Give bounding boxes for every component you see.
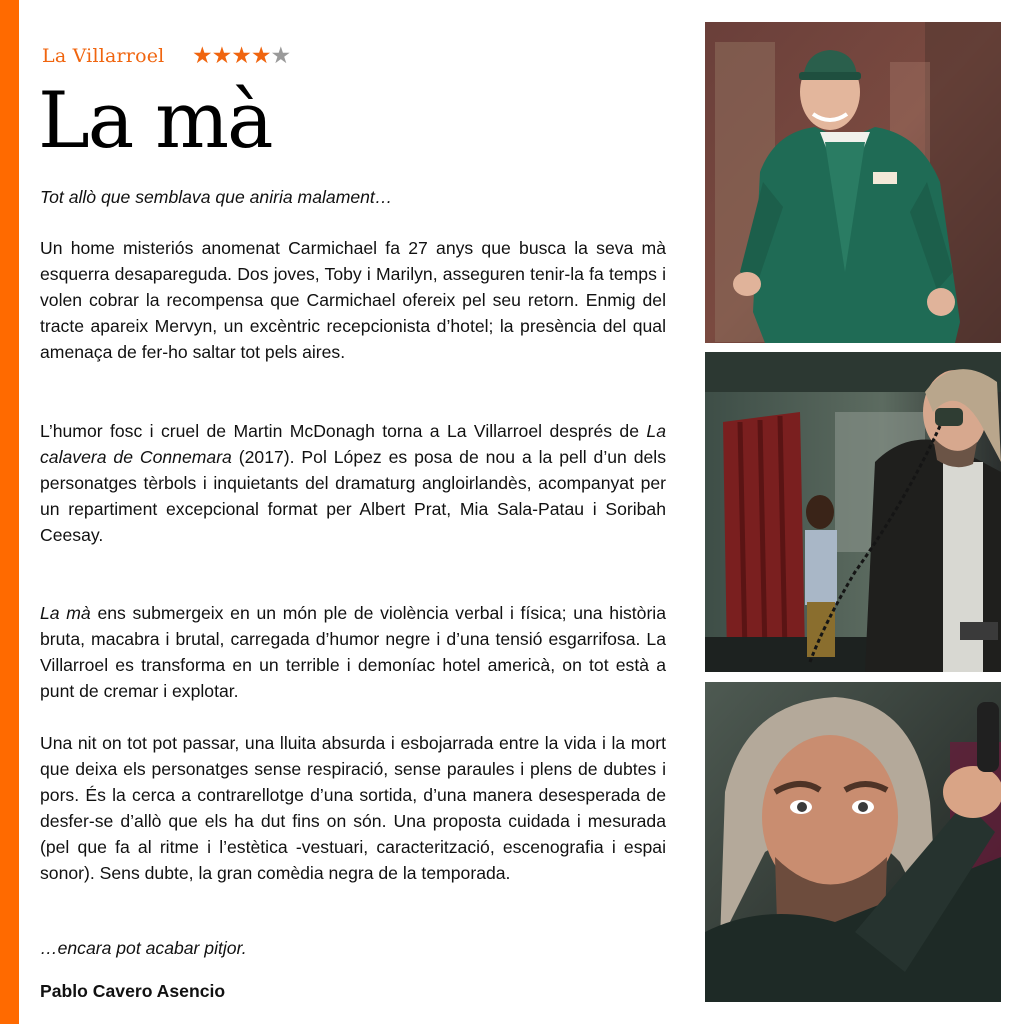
- paragraph-text: (2017). Pol López es posa de nou a la pell d’un dels personatges tèrbols i inquietants del dramaturg angloirlandès, acompanyat per un repartiment excepcional format per Albert Prat, Mia Sala-Patau i Soribah Ceesay.: [40, 447, 667, 545]
- photo-pointing-closeup: [705, 682, 1001, 1002]
- paragraph-synopsis: Un home misteriós anomenat Carmichael fa 27 anys que busca la seva mà esquerra desapareguda. Dos joves, Toby i Marilyn, asseguren tenir-la fa temps i volen cobrar la recompensa que Carmichael ofereix pel seu retorn. Enmig del tracte apareix Mervyn, un excèntric recepcionista d’hotel; la presència del qual amenaça de fer-ho saltar tot pels aires.: [40, 238, 666, 362]
- paragraph-text: L’humor fosc i cruel de Martin McDonagh torna a La Villarroel després de: [40, 421, 647, 441]
- paragraph-atmosphere: [40, 600, 666, 704]
- closing-line: …encara pot acabar pitjor.: [40, 938, 247, 958]
- paragraph-verdict: Una nit on tot pot passar, una lluita absurda i esbojarrada entre la vida i la mort que deixa els personatges sense respiració, sense paraules i plens de dubtes i pors. És la cerca a contrarellotge d’una sortida, d’una manera desesperada de desfer-se d’allò que els ha dut fins on són. Una proposta cuidada i mesurada (pel que fa al ritme i l’estètica -vestuari, caracterització, escenografia i espai sonor). Sens dubte, la gran comèdia negra de la temporada.: [40, 733, 666, 883]
- author-name: Pablo Cavero Asencio: [40, 981, 226, 1001]
- star-icon: ★: [250, 42, 271, 68]
- photo-bellboy: [705, 22, 1001, 343]
- star-icon: ★: [270, 42, 291, 68]
- subtitle: Tot allò que semblava que aniria malament…: [40, 187, 393, 207]
- star-icon: ★: [231, 42, 251, 68]
- venue-name: La Villarroel: [42, 45, 165, 67]
- paragraph-text: ens submergeix en un món ple de violència verbal i física; una història bruta, macabra i brutal, carregada d’humor negre i d’una tensió esgarrifosa. La Villarroel es transforma en un terrible i demoníac hotel americà, on tot està a punt de cremar i explotar.: [40, 603, 667, 701]
- photo-telephone-scene: [705, 352, 1001, 672]
- paragraph-author-cast: [40, 418, 666, 548]
- accent-bar: [0, 0, 19, 1024]
- play-title-reference: La calavera de Connemara: [40, 421, 666, 467]
- play-title-reference: La mà: [40, 603, 91, 623]
- page-title: La mà: [38, 76, 272, 166]
- star-icon: ★: [211, 42, 232, 68]
- star-icon: ★: [192, 42, 212, 68]
- star-rating: [192, 42, 290, 69]
